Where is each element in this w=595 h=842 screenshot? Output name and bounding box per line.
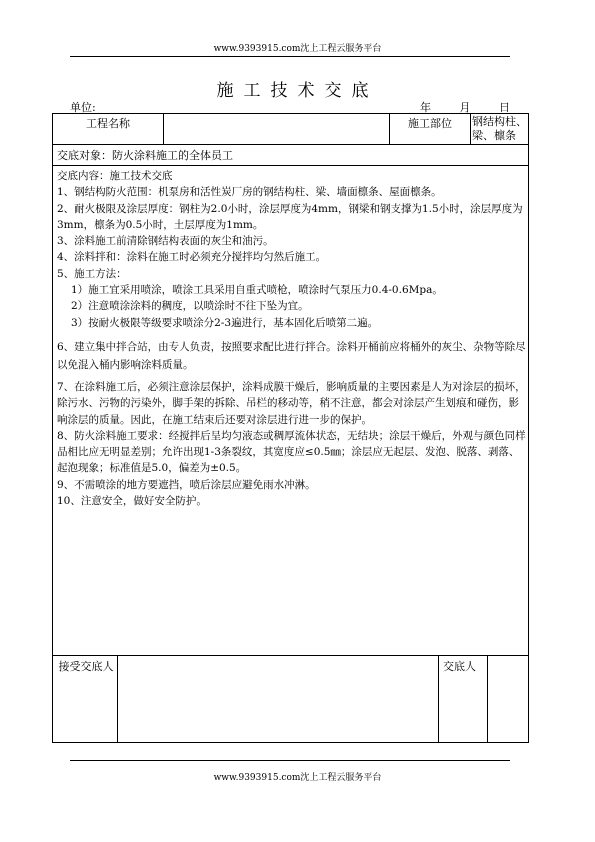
divider <box>438 655 439 743</box>
divider <box>470 114 471 144</box>
section-label: 施工部位 <box>408 117 452 130</box>
header-site-text: www.9393915.com沈上工程云服务平台 <box>213 44 382 54</box>
content-heading: 交底内容：施工技术交底 <box>57 170 173 182</box>
disclosure-content <box>57 168 527 509</box>
list-item: 8、防火涂料施工要求：经搅拌后呈均匀液态或稠厚流体状态，无结块；涂层干燥后，外观与颜色同样品相比应无明显差别；允许出现1-3条裂纹，其宽度应≤0.5㎜；涂层应无起层、发泡、脱落、剥落、起泡现象；标准值是5.0，偏差为±0.5。 <box>57 429 526 475</box>
list-item: 7、在涂料施工后，必须注意涂层保护，涂料成膜干燥后，影响质量的主要因素是人为对涂层的损坏，除污水、污物的污染外，脚手架的拆除、吊栏的移动等，稍不注意，都会对涂层产生划痕和碰伤，影响涂层的质量。因此，在施工结束后还要对涂层进行进一步的保护。 <box>57 380 526 426</box>
divider <box>117 655 118 743</box>
audience-text: 交底对象：防火涂料施工的全体员工 <box>57 149 233 162</box>
date-month-label: 月 <box>459 101 471 114</box>
list-item: 2、耐火极限及涂层厚度：钢柱为2.0小时，涂层厚度为4mm，钢梁和钢支撑为1.5小时，涂层厚度为3mm，檩条为0.5小时，土层厚度为1mm。 <box>57 202 523 231</box>
disclosure-table <box>52 113 529 743</box>
footer-site-text: www.9393915.com沈上工程云服务平台 <box>213 773 382 783</box>
header-rule <box>70 56 510 57</box>
document-title: 施工技术交底 <box>216 81 379 101</box>
list-item: 1、钢结构防火范围：机泵房和活性炭厂房的钢结构柱、梁、墙面檩条、屋面檩条。 <box>57 186 442 199</box>
method-item: 3）按耐火极限等级要求喷涂分2-3遍进行，基本固化后喷第二遍。 <box>71 316 379 329</box>
date-year-label: 年 <box>420 101 431 114</box>
project-name-label: 工程名称 <box>86 117 130 130</box>
list-item: 3、涂料施工前清除钢结构表面的灰尘和油污。 <box>57 235 274 248</box>
list-item: 9、不需喷涂的地方要遮挡，喷后涂层应避免雨水冲淋。 <box>57 478 316 491</box>
method-item: 2）注意喷涂涂料的稠度，以喷涂时不往下坠为宜。 <box>71 300 309 313</box>
row-divider <box>53 144 528 145</box>
unit-label: 单位: <box>70 101 96 114</box>
receiver-label: 接受交底人 <box>58 660 114 673</box>
section-value: 钢结构柱、梁、檩条 <box>472 115 527 142</box>
method-item: 1）施工宜采用喷涂，喷涂工具采用自重式喷枪，喷涂时气泵压力0.4-0.6Mpa。 <box>71 284 443 297</box>
list-item: 4、涂料拌和：涂料在施工时必须充分搅拌均匀然后施工。 <box>57 251 327 264</box>
date-day-label: 日 <box>499 101 510 114</box>
list-item: 10、注意安全，做好安全防护。 <box>57 495 207 508</box>
divider <box>487 655 488 743</box>
list-item: 6、建立集中拌合站，由专人负责，按照要求配比进行拌合。涂料开桶前应将桶外的灰尘、杂物等除尽以免混入桶内影响涂料质量。 <box>57 340 526 372</box>
project-name-value <box>164 114 389 144</box>
footer-rule <box>70 760 510 761</box>
giver-label: 交底人 <box>443 660 476 673</box>
list-item: 5、施工方法： <box>57 267 127 280</box>
row-divider <box>53 165 528 166</box>
row-divider <box>53 655 528 656</box>
